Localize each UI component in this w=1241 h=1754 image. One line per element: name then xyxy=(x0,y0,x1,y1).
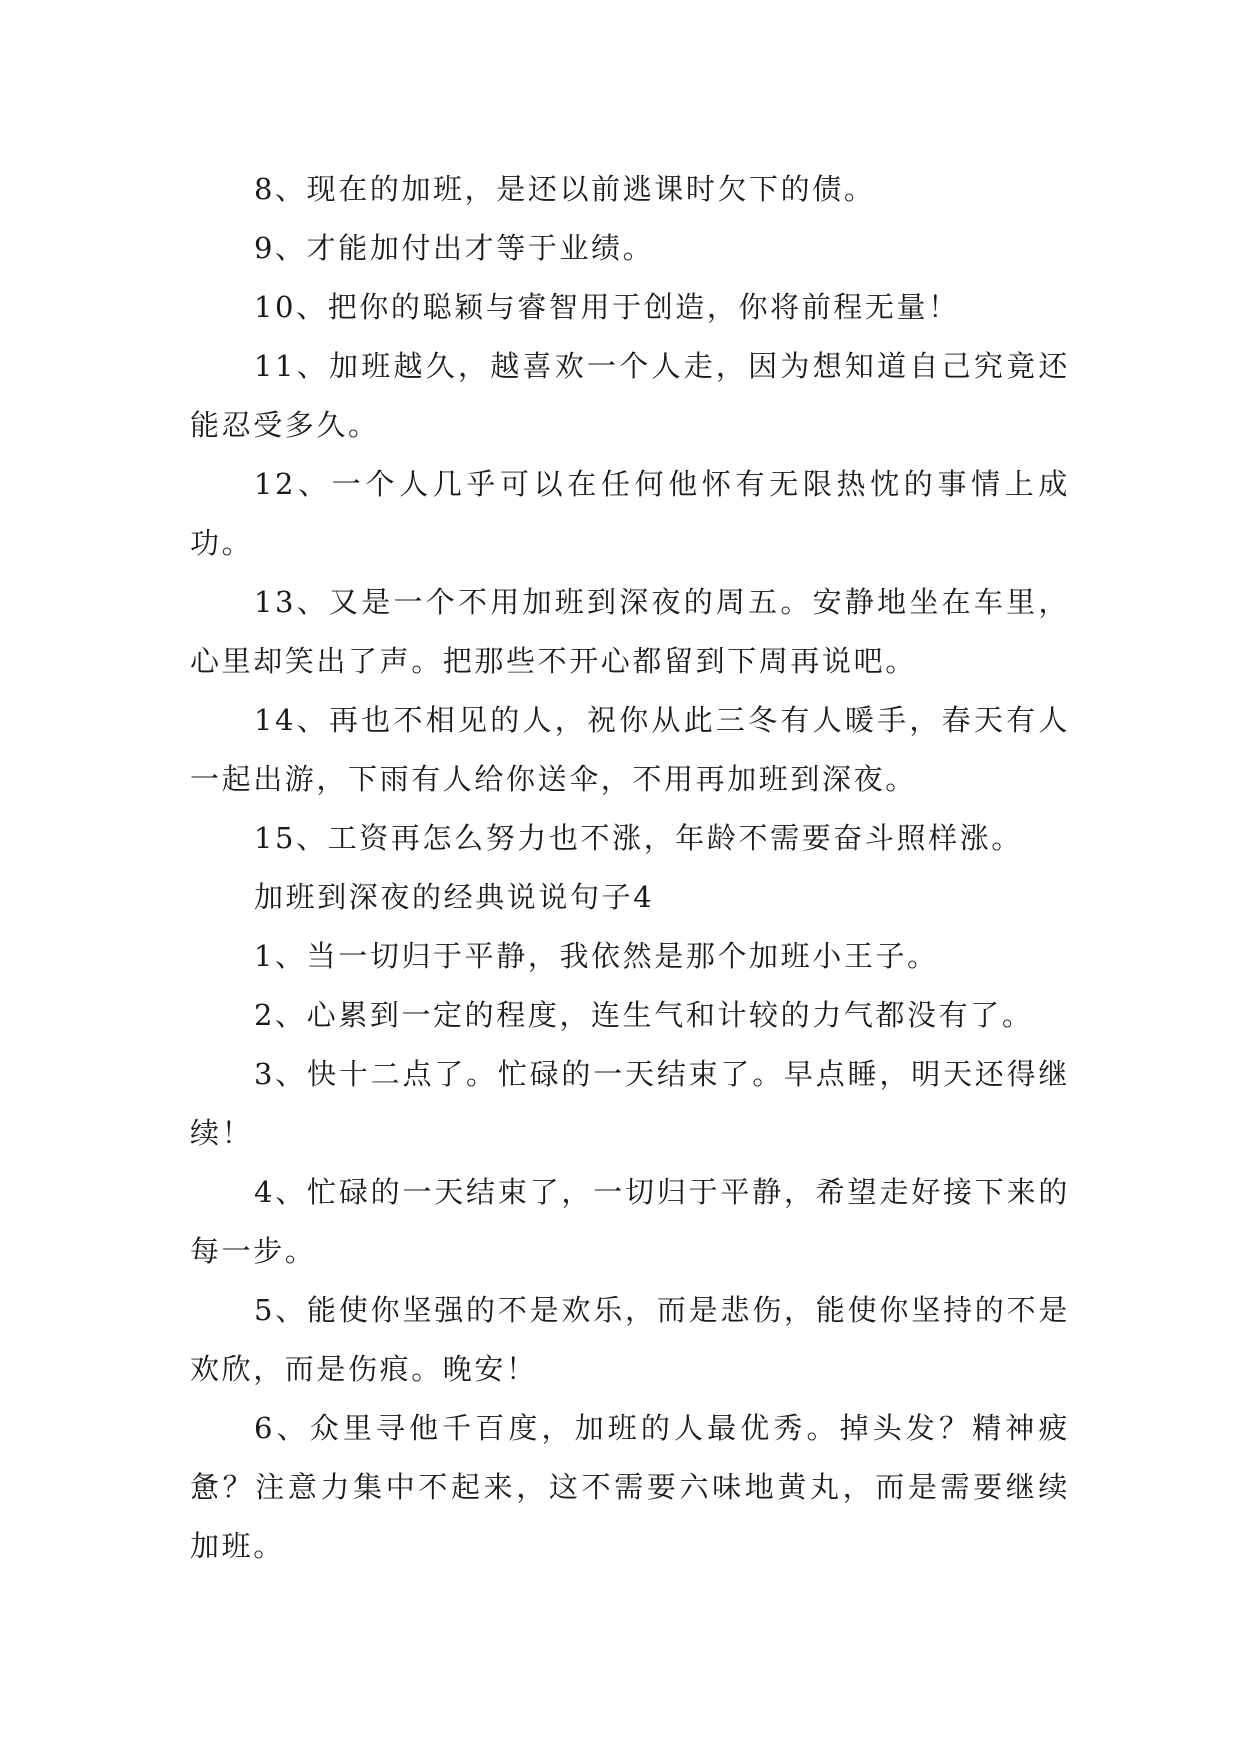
paragraph-item-8: 8、现在的加班，是还以前逃课时欠下的债。 xyxy=(254,172,876,206)
paragraph-item-12: 12、一个人几乎可以在任何他怀有无限热忱的事情上成功。 xyxy=(190,467,1070,560)
paragraph-item-11: 11、加班越久，越喜欢一个人走，因为想知道自己究竟还能忍受多久。 xyxy=(190,349,1070,442)
paragraph-item-4: 4、忙碌的一天结束了，一切归于平静，希望走好接下来的每一步。 xyxy=(190,1175,1070,1268)
paragraph-item-14: 14、再也不相见的人，祝你从此三冬有人暖手，春天有人一起出游，下雨有人给你送伞，不用再加班到深夜。 xyxy=(190,703,1070,796)
section-heading: 加班到深夜的经典说说句子4 xyxy=(254,880,655,914)
document-body xyxy=(190,160,1070,1576)
paragraph-item-9: 9、才能加付出才等于业绩。 xyxy=(254,231,655,265)
paragraph-item-15: 15、工资再怎么努力也不涨，年龄不需要奋斗照样涨。 xyxy=(254,821,1023,855)
paragraph-item-6: 6、众里寻他千百度，加班的人最优秀。掉头发？精神疲惫？注意力集中不起来，这不需要六味地黄丸，而是需要继续加班。 xyxy=(190,1411,1070,1563)
paragraph-item-2: 2、心累到一定的程度，连生气和计较的力气都没有了。 xyxy=(254,998,1034,1032)
paragraph-item-1: 1、当一切归于平静，我依然是那个加班小王子。 xyxy=(254,939,939,973)
paragraph-item-5: 5、能使你坚强的不是欢乐，而是悲伤，能使你坚持的不是欢欣，而是伤痕。晚安！ xyxy=(190,1293,1070,1386)
paragraph-item-10: 10、把你的聪颖与睿智用于创造，你将前程无量！ xyxy=(254,290,960,324)
paragraph-item-3: 3、快十二点了。忙碌的一天结束了。早点睡，明天还得继续！ xyxy=(190,1057,1070,1150)
paragraph-item-13: 13、又是一个不用加班到深夜的周五。安静地坐在车里，心里却笑出了声。把那些不开心都留到下周再说吧。 xyxy=(190,585,1070,678)
